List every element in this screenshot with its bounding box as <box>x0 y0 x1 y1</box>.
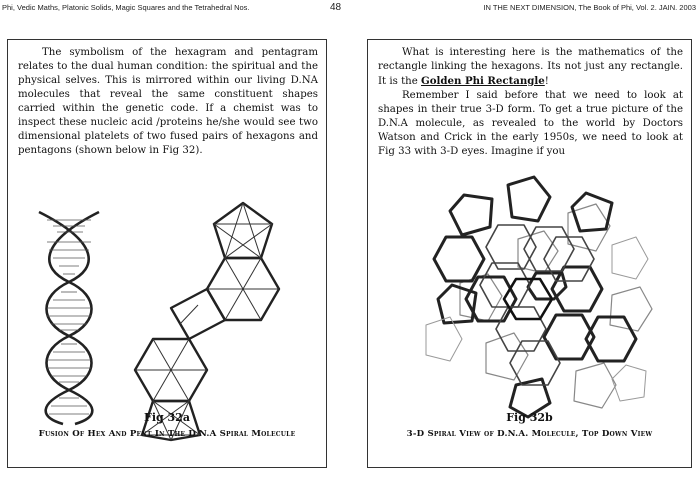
left-figure-label: Fig 32a <box>144 411 190 424</box>
dna-spiral-top-view-illustration <box>416 175 656 425</box>
fused-hex-pent-illustration <box>133 195 308 440</box>
right-paragraph-1-end: ! <box>544 76 549 87</box>
dna-helix-illustration <box>33 212 105 424</box>
right-page-text <box>378 46 683 159</box>
running-header-right: IN THE NEXT DIMENSION, The Book of Phi, Vol. 2. JAIN. 2003 <box>483 3 696 12</box>
running-header-left: Phi, Vedic Maths, Platonic Solids, Magic Squares and the Tetrahedral Nos. <box>2 3 250 12</box>
right-paragraph-2: Remember I said before that we need to look at shapes in their true 3-D form. To get a true picture of the D.N.A molecule, as revealed to the world by Doctors Watson and Crick in the early 1950s, we need to look at Fig 33 with 3-D eyes. Imagine if you <box>378 90 683 157</box>
left-page-text <box>18 46 318 158</box>
left-figure-caption: Fusion Of Hex And Pent In The D.N.A Spiral Molecule <box>38 429 296 439</box>
right-figure-label: Fig 32b <box>506 411 553 424</box>
right-figure-caption: 3-D Spiral View of D.N.A. Molecule, Top Down View <box>406 429 653 439</box>
page-number: 48 <box>330 2 342 13</box>
golden-phi-rectangle-term: Golden Phi Rectangle <box>421 75 545 87</box>
right-paragraph-1 <box>378 46 683 89</box>
right-page <box>367 39 692 468</box>
left-page <box>7 39 327 468</box>
right-paragraph-1-text: What is interesting here is the mathematics of the rectangle linking the hexagons. Its not just any rectangle. It is the <box>378 47 683 87</box>
left-paragraph: The symbolism of the hexagram and pentagram relates to the dual human condition: the spiritual and the physical selves. This is mirrored within our living D.NA molecules that reveal the same constituent shapes carried within the genetic code. If a chemist was to inspect these nucleic acid /proteins he/she would see two dimensional platelets of two fused pairs of hexagons and pentagons (shown below in Fig 32). <box>18 47 318 156</box>
